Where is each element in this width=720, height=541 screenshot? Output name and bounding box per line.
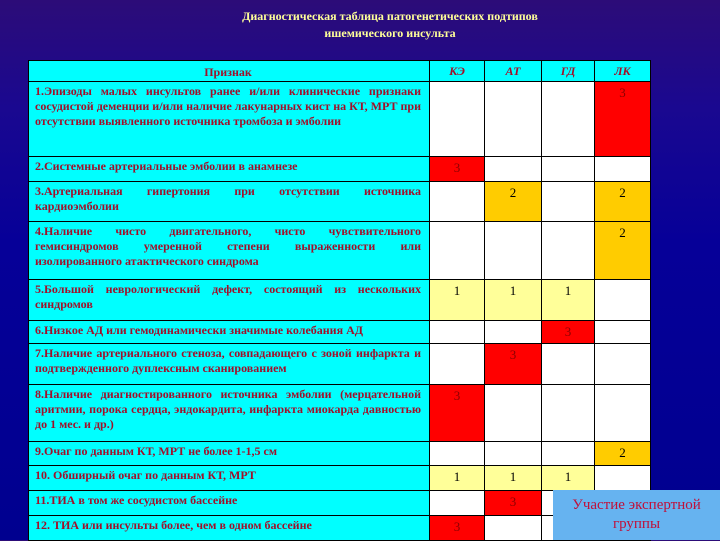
- sign-cell: 4.Наличие чисто двигательного, чисто чувствительного гемисиндромов умеренной степени выраженности или изолированного атактического синдрома: [29, 222, 430, 280]
- score-cell-gd: [542, 82, 595, 157]
- header-gd: ГД: [542, 61, 595, 82]
- score-cell-lk: [595, 321, 651, 344]
- score-cell-gd: 3: [542, 321, 595, 344]
- header-at: АТ: [485, 61, 542, 82]
- score-cell-ke: [430, 442, 485, 466]
- score-cell-at: [485, 442, 542, 466]
- score-cell-lk: [595, 280, 651, 321]
- score-cell-gd: [542, 182, 595, 222]
- sign-cell: 11.ТИА в том же сосудистом бассейне: [29, 491, 430, 516]
- score-cell-lk: 3: [595, 82, 651, 157]
- table-row: [29, 466, 651, 491]
- table-header-row: [29, 61, 651, 82]
- score-cell-gd: [542, 344, 595, 385]
- sign-cell: 9.Очаг по данным КТ, МРТ не более 1-1,5 см: [29, 442, 430, 466]
- score-cell-ke: 1: [430, 280, 485, 321]
- score-cell-gd: 1: [542, 280, 595, 321]
- score-cell-at: 2: [485, 182, 542, 222]
- score-cell-lk: [595, 157, 651, 182]
- score-cell-ke: [430, 491, 485, 516]
- score-cell-lk: 2: [595, 442, 651, 466]
- expert-group-note: [553, 490, 720, 540]
- score-cell-ke: [430, 182, 485, 222]
- sign-cell: 2.Системные артериальные эмболии в анамнезе: [29, 157, 430, 182]
- table-row: [29, 82, 651, 157]
- table-row: [29, 182, 651, 222]
- sign-cell: 10. Обширный очаг по данным КТ, МРТ: [29, 466, 430, 491]
- sign-cell: 3.Артериальная гипертония при отсутствии источника кардиоэмболии: [29, 182, 430, 222]
- score-cell-ke: 3: [430, 385, 485, 442]
- score-cell-ke: 1: [430, 466, 485, 491]
- table-row: [29, 280, 651, 321]
- diagnostic-table: [28, 60, 651, 541]
- score-cell-gd: [542, 385, 595, 442]
- score-cell-at: 1: [485, 280, 542, 321]
- header-sign: Признак: [29, 61, 430, 82]
- score-cell-at: [485, 82, 542, 157]
- score-cell-at: [485, 321, 542, 344]
- table-row: [29, 442, 651, 466]
- sign-cell: 7.Наличие артериального стеноза, совпадающего с зоной инфаркта и подтвержденного дуплексным сканированием: [29, 344, 430, 385]
- sign-cell: 12. ТИА или инсульты более, чем в одном бассейне: [29, 516, 430, 541]
- score-cell-at: 1: [485, 466, 542, 491]
- table-row: [29, 222, 651, 280]
- score-cell-at: [485, 222, 542, 280]
- score-cell-gd: [542, 157, 595, 182]
- header-lk: ЛК: [595, 61, 651, 82]
- score-cell-ke: [430, 321, 485, 344]
- score-cell-gd: 1: [542, 466, 595, 491]
- title-line-2: ишемического инсульта: [324, 26, 456, 40]
- title-line-1: Диагностическая таблица патогенетических подтипов: [242, 9, 538, 23]
- table-row: [29, 321, 651, 344]
- score-cell-at: [485, 157, 542, 182]
- sign-cell: 1.Эпизоды малых инсультов ранее и/или клинические признаки сосудистой деменции и/или наличие лакунарных кист на КТ, МРТ при отсутствии выявленного источника тромбоза и эмболии: [29, 82, 430, 157]
- table-row: [29, 344, 651, 385]
- sign-cell: 5.Большой неврологический дефект, состоящий из нескольких синдромов: [29, 280, 430, 321]
- score-cell-at: [485, 516, 542, 541]
- table-row: [29, 385, 651, 442]
- table-row: [29, 157, 651, 182]
- score-cell-ke: [430, 344, 485, 385]
- score-cell-ke: 3: [430, 516, 485, 541]
- score-cell-gd: [542, 442, 595, 466]
- sign-cell: 6.Низкое АД или гемодинамически значимые колебания АД: [29, 321, 430, 344]
- score-cell-ke: [430, 222, 485, 280]
- score-cell-lk: 2: [595, 182, 651, 222]
- score-cell-at: 3: [485, 491, 542, 516]
- expert-line-1: Участие экспертной: [572, 497, 701, 513]
- score-cell-gd: [542, 222, 595, 280]
- score-cell-lk: [595, 466, 651, 491]
- score-cell-ke: [430, 82, 485, 157]
- score-cell-lk: 2: [595, 222, 651, 280]
- header-ke: КЭ: [430, 61, 485, 82]
- sign-cell: 8.Наличие диагностированного источника эмболии (мерцательной аритмии, порока сердца, эндокардита, инфаркта миокарда давностью до 1 мес. и др.): [29, 385, 430, 442]
- expert-line-2: группы: [612, 516, 661, 532]
- score-cell-ke: 3: [430, 157, 485, 182]
- score-cell-lk: [595, 344, 651, 385]
- score-cell-at: 3: [485, 344, 542, 385]
- page-title: [200, 8, 580, 42]
- score-cell-at: [485, 385, 542, 442]
- score-cell-lk: [595, 385, 651, 442]
